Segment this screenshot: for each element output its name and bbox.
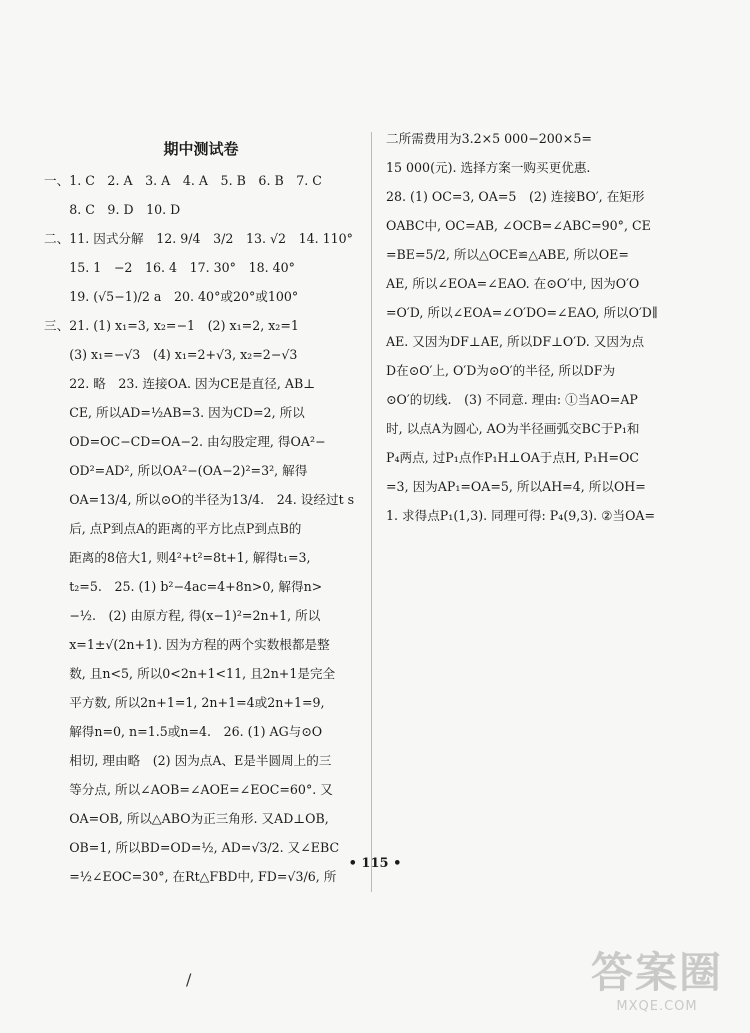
left-column <box>44 132 358 891</box>
answer-line: 一、1. C 2. A 3. A 4. A 5. B 6. B 7. C <box>44 173 322 188</box>
answer-line: 相切, 理由略 (2) 因为点A、E是半圆周上的三 <box>44 753 332 768</box>
answer-line: 解得n=0, n=1.5或n=4. 26. (1) AG与⊙O <box>44 724 323 739</box>
answer-line: −½. (2) 由原方程, 得(x−1)²=2n+1, 所以 <box>44 608 321 623</box>
answer-line: x=1±√(2n+1). 因为方程的两个实数根都是整 <box>44 637 330 652</box>
answer-line: =O′D, 所以∠EOA=∠O′DO=∠EAO, 所以O′D∥ <box>386 305 658 320</box>
watermark-logo <box>582 947 732 1021</box>
left-answer-lines <box>44 166 358 891</box>
pen-mark: / <box>186 970 192 989</box>
exam-title: 期中测试卷 <box>163 140 239 158</box>
answer-line: 15 000(元). 选择方案一购买更优惠. <box>386 160 591 175</box>
answer-line: OA=OB, 所以△ABO为正三角形. 又AD⊥OB, <box>44 811 329 826</box>
watermark-sub-text: MXQE.COM <box>616 999 698 1014</box>
answer-line: OA=13/4, 所以⊙O的半径为13/4. 24. 设经过t s <box>44 492 355 507</box>
answer-line: OD=OC−CD=OA−2. 由勾股定理, 得OA²− <box>44 434 326 449</box>
answer-line: =3, 因为AP₁=OA=5, 所以AH=4, 所以OH= <box>386 479 646 494</box>
answer-line: 三、21. (1) x₁=3, x₂=−1 (2) x₁=2, x₂=1 <box>44 318 299 333</box>
answer-line: 二所需费用为3.2×5 000−200×5= <box>386 131 592 146</box>
answer-line: 8. C 9. D 10. D <box>44 202 181 217</box>
answer-line: 数, 且n<5, 所以0<2n+1<11, 且2n+1是完全 <box>44 666 336 681</box>
answer-line: 28. (1) OC=3, OA=5 (2) 连接BO′, 在矩形 <box>386 189 645 204</box>
answer-line: 距离的8倍大1, 则4²+t²=8t+1, 解得t₁=3, <box>44 550 311 565</box>
watermark-main-text: 答案圈 <box>590 948 723 997</box>
answer-line: 19. (√5−1)/2 a 20. 40°或20°或100° <box>44 289 299 304</box>
answer-line: (3) x₁=−√3 (4) x₁=2+√3, x₂=2−√3 <box>44 347 298 362</box>
answer-line: 时, 以点A为圆心, AO为半径画弧交BC于P₁和 <box>386 421 640 436</box>
answer-line: =BE=5/2, 所以△OCE≌△ABE, 所以OE= <box>386 247 629 262</box>
right-column <box>386 124 716 530</box>
answer-line: OABC中, OC=AB, ∠OCB=∠ABC=90°, CE <box>386 218 651 233</box>
answer-line: OB=1, 所以BD=OD=½, AD=√3/2. 又∠EBC <box>44 840 340 855</box>
answer-line: 1. 求得点P₁(1,3). 同理可得: P₄(9,3). ②当OA= <box>386 508 656 523</box>
answer-line: CE, 所以AD=½AB=3. 因为CD=2, 所以 <box>44 405 305 420</box>
page-number: • 115 • <box>348 856 402 871</box>
answer-line: 15. 1 −2 16. 4 17. 30° 18. 40° <box>44 260 295 275</box>
answer-line: 22. 略 23. 连接OA. 因为CE是直径, AB⊥ <box>44 376 316 391</box>
column-divider <box>371 132 372 892</box>
answer-line: OD²=AD², 所以OA²−(OA−2)²=3², 解得 <box>44 463 308 478</box>
answer-line: 等分点, 所以∠AOB=∠AOE=∠EOC=60°. 又 <box>44 782 333 797</box>
answer-line: 二、11. 因式分解 12. 9/4 3/2 13. √2 14. 110° <box>44 231 353 246</box>
right-answer-lines <box>386 124 716 530</box>
answer-line: 平方数, 所以2n+1=1, 2n+1=4或2n+1=9, <box>44 695 325 710</box>
answer-line: D在⊙O′上, O′D为⊙O′的半径, 所以DF为 <box>386 363 616 378</box>
answer-line: 后, 点P到点A的距离的平方比点P到点B的 <box>44 521 302 536</box>
answer-line: AE. 又因为DF⊥AE, 所以DF⊥O′D. 又因为点 <box>386 334 645 349</box>
answer-line: t₂=5. 25. (1) b²−4ac=4+8n>0, 解得n> <box>44 579 323 594</box>
answer-line: P₄两点, 过P₁点作P₁H⊥OA于点H, P₁H=OC <box>386 450 639 465</box>
answer-line: AE, 所以∠EOA=∠EAO. 在⊙O′中, 因为O′O <box>386 276 640 291</box>
answer-line: =½∠EOC=30°, 在Rt△FBD中, FD=√3/6, 所 <box>44 869 337 884</box>
answer-line: ⊙O′的切线. (3) 不同意. 理由: ①当AO=AP <box>386 392 638 407</box>
